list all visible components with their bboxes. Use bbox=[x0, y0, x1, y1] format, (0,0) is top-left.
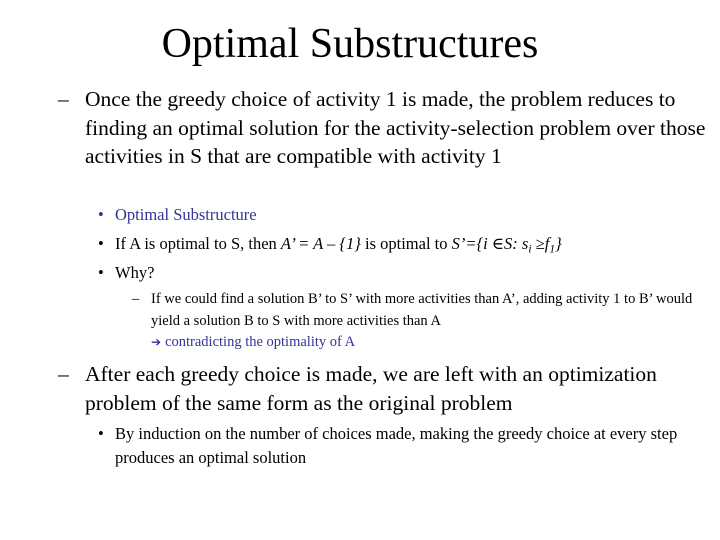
right-arrow-icon: ➔ bbox=[151, 335, 162, 349]
dash-marker: – bbox=[132, 291, 140, 307]
why-detail-text: If we could find a solution B’ to S’ with more activities than A’, adding activity 1 to B’ would yield a solution B to S with more activities than A bbox=[151, 291, 693, 329]
dash-marker: – bbox=[58, 87, 69, 111]
point-1-sub-3 bbox=[98, 261, 710, 285]
point-1-text: Once the greedy choice of activity 1 is made, the problem reduces to finding an optimal solution for the activity-selection problem over those activities in S that are compatible with activity 1 bbox=[85, 87, 706, 168]
bullet-marker: • bbox=[98, 205, 104, 224]
optimality-statement: If A is optimal to S, then A’ = A – {1} is optimal to S’={i ∈S: $s_i \ge f_1$} bbox=[115, 234, 562, 256]
point-2-text: After each greedy choice is made, we are left with an optimization problem of the same form as the original problem bbox=[85, 362, 657, 415]
bullet-marker: • bbox=[98, 234, 104, 253]
point-1-sub-2 bbox=[98, 232, 710, 256]
point-1 bbox=[58, 85, 708, 171]
why-conclusion: contradicting the optimality of A bbox=[165, 334, 356, 350]
induction-statement: By induction on the number of choices made, making the greedy choice at every step produces an optimal solution bbox=[115, 424, 678, 467]
bullet-marker: • bbox=[98, 263, 104, 282]
formula-a-prime: A’ = A – {1} bbox=[280, 234, 361, 253]
dash-marker: – bbox=[58, 362, 69, 386]
point-2 bbox=[58, 360, 708, 417]
point-1-sub-1 bbox=[98, 203, 710, 227]
slide-title: Optimal Substructures bbox=[161, 21, 539, 67]
formula-s-prime: S’={i ∈S: $s_i \ge f_1$} bbox=[451, 234, 562, 256]
why-label: Why? bbox=[115, 263, 155, 282]
point-2-sub-1 bbox=[98, 422, 710, 470]
why-detail bbox=[132, 289, 702, 354]
bullet-marker: • bbox=[98, 424, 104, 443]
optimal-substructure-label: Optimal Substructure bbox=[115, 205, 257, 224]
